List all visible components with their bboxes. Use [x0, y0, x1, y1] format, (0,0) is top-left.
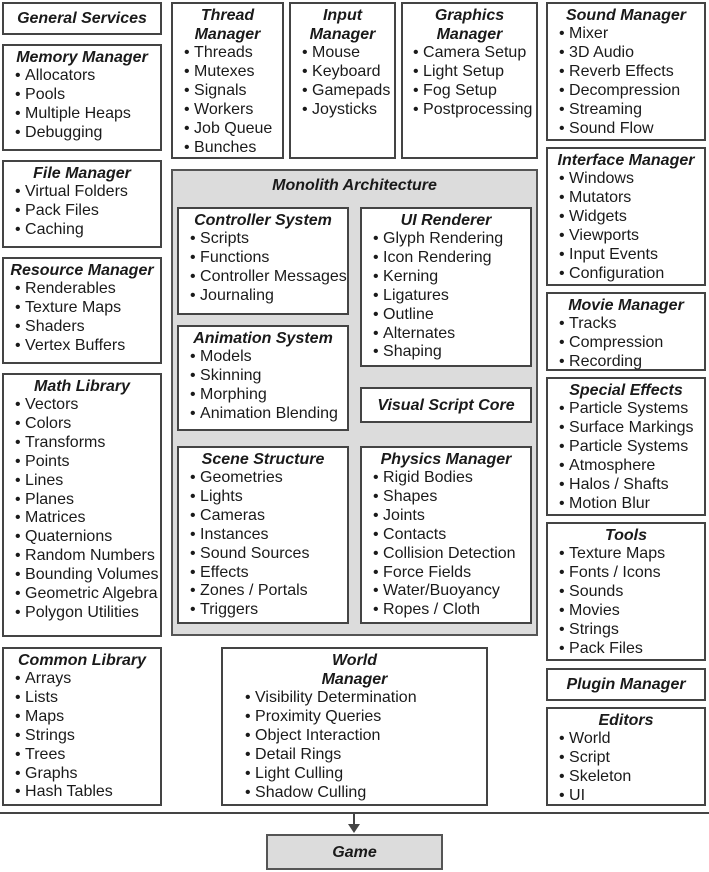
controller-system-list	[179, 230, 347, 306]
list-item: • Hash Tables	[15, 783, 160, 802]
list-item: • Surface Markings	[559, 419, 704, 438]
file-manager-title: File Manager	[33, 165, 131, 182]
scene-structure-box	[177, 446, 349, 624]
list-item: • Triggers	[190, 601, 347, 620]
scene-structure-title: Scene Structure	[201, 451, 325, 468]
list-item: • Transforms	[15, 434, 160, 453]
tools-list	[548, 545, 704, 658]
physics-manager-list	[362, 469, 530, 620]
list-item: • Reverb Effects	[559, 63, 704, 82]
resource-manager-list	[4, 280, 160, 356]
list-item: • Shapes	[373, 488, 530, 507]
list-item: • Mutexes	[184, 63, 282, 82]
physics-manager-box	[360, 446, 532, 624]
list-item: • Zones / Portals	[190, 582, 347, 601]
editors-title: Editors	[598, 712, 654, 729]
list-item: • Shaders	[15, 318, 160, 337]
list-item: • Planes	[15, 491, 160, 510]
list-item: • Force Fields	[373, 564, 530, 583]
editors-list	[548, 730, 704, 806]
list-item: • Quaternions	[15, 528, 160, 547]
list-item: • Glyph Rendering	[373, 230, 530, 249]
list-item: • Ligatures	[373, 287, 530, 306]
world-manager-list	[223, 689, 486, 802]
thread-manager-list	[173, 44, 282, 157]
movie-manager-title: Movie Manager	[568, 297, 684, 314]
list-item: • Texture Maps	[15, 299, 160, 318]
input-manager-title-line1: Input	[322, 7, 363, 24]
input-manager-title-line2: Manager	[309, 26, 376, 43]
list-item: • Tracks	[559, 315, 704, 334]
list-item: • Contacts	[373, 526, 530, 545]
list-item: • Bounding Volumes	[15, 566, 160, 585]
list-item: • Functions	[190, 249, 347, 268]
game-box	[266, 834, 443, 870]
world-manager-box	[221, 647, 488, 806]
special-effects-box	[546, 377, 706, 516]
list-item: • Vertex Buffers	[15, 337, 160, 356]
interface-manager-list	[548, 170, 704, 283]
list-item: • Debugging	[15, 124, 160, 143]
list-item: • Sound Sources	[190, 545, 347, 564]
list-item: • Scripts	[190, 230, 347, 249]
list-item: • Shadow Culling	[245, 784, 486, 803]
math-library-title: Math Library	[33, 378, 130, 395]
list-item: • Water/Buoyancy	[373, 582, 530, 601]
list-item: • Multiple Heaps	[15, 105, 160, 124]
list-item: • Halos / Shafts	[559, 476, 704, 495]
list-item: • Particle Systems	[559, 438, 704, 457]
list-item: • Instances	[190, 526, 347, 545]
list-item: • Light Culling	[245, 765, 486, 784]
graphics-manager-list	[403, 44, 536, 120]
world-manager-title-line1: World	[331, 652, 378, 669]
list-item: • Sounds	[559, 583, 704, 602]
list-item: • Windows	[559, 170, 704, 189]
list-item: • Ropes / Cloth	[373, 601, 530, 620]
movie-manager-box	[546, 292, 706, 371]
thread-manager-box	[171, 2, 284, 159]
thread-manager-title-line1: Thread	[200, 7, 255, 24]
list-item: • Skeleton	[559, 768, 704, 787]
math-library-box	[2, 373, 162, 637]
game-title: Game	[332, 843, 377, 861]
list-item: • Pack Files	[559, 640, 704, 659]
sound-manager-list	[548, 25, 704, 138]
list-item: • Strings	[15, 727, 160, 746]
input-manager-box	[289, 2, 396, 159]
arrow-down-icon	[348, 824, 360, 833]
list-item: • Camera Setup	[413, 44, 536, 63]
list-item: • Vectors	[15, 396, 160, 415]
controller-system-box	[177, 207, 349, 315]
list-item: • Recording	[559, 353, 704, 372]
list-item: • Outline	[373, 306, 530, 325]
plugin-manager-title: Plugin Manager	[566, 676, 686, 693]
visual-script-core-box	[360, 387, 532, 423]
sound-manager-title: Sound Manager	[565, 7, 686, 24]
animation-system-list	[179, 348, 347, 424]
list-item: • Icon Rendering	[373, 249, 530, 268]
list-item: • Particle Systems	[559, 400, 704, 419]
list-item: • Virtual Folders	[15, 183, 160, 202]
list-item: • Signals	[184, 82, 282, 101]
list-item: • Models	[190, 348, 347, 367]
plugin-manager-box	[546, 668, 706, 701]
memory-manager-list	[4, 67, 160, 143]
interface-manager-box	[546, 147, 706, 286]
list-item: • Joints	[373, 507, 530, 526]
list-item: • Atmosphere	[559, 457, 704, 476]
list-item: • Pack Files	[15, 202, 160, 221]
list-item: • Compression	[559, 334, 704, 353]
common-library-list	[4, 670, 160, 802]
list-item: • Proximity Queries	[245, 708, 486, 727]
list-item: • Graphs	[15, 765, 160, 784]
list-item: • Kerning	[373, 268, 530, 287]
graphics-manager-title-line1: Graphics	[434, 7, 505, 24]
list-item: • Postprocessing	[413, 101, 536, 120]
list-item: • World	[559, 730, 704, 749]
visual-script-core-title: Visual Script Core	[377, 396, 515, 414]
list-item: • Movies	[559, 602, 704, 621]
list-item: • Texture Maps	[559, 545, 704, 564]
list-item: • Mutators	[559, 189, 704, 208]
special-effects-list	[548, 400, 704, 513]
thread-manager-title-line2: Manager	[194, 26, 261, 43]
list-item: • Decompression	[559, 82, 704, 101]
list-item: • Mixer	[559, 25, 704, 44]
controller-system-title: Controller System	[194, 212, 332, 229]
list-item: • Polygon Utilities	[15, 604, 160, 623]
list-item: • Shaping	[373, 343, 530, 362]
list-item: • Fonts / Icons	[559, 564, 704, 583]
list-item: • Streaming	[559, 101, 704, 120]
list-item: • Strings	[559, 621, 704, 640]
list-item: • Visibility Determination	[245, 689, 486, 708]
general-services-box	[2, 2, 162, 35]
graphics-manager-title-line2: Manager	[436, 26, 503, 43]
list-item: • Geometric Algebra	[15, 585, 160, 604]
graphics-manager-box	[401, 2, 538, 159]
list-item: • Joysticks	[302, 101, 394, 120]
list-item: • Motion Blur	[559, 495, 704, 514]
tools-box	[546, 522, 706, 661]
list-item: • Object Interaction	[245, 727, 486, 746]
scene-structure-list	[179, 469, 347, 620]
list-item: • Workers	[184, 101, 282, 120]
list-item: • Fog Setup	[413, 82, 536, 101]
resource-manager-title: Resource Manager	[10, 262, 154, 279]
math-library-list	[4, 396, 160, 623]
list-item: • Trees	[15, 746, 160, 765]
special-effects-title: Special Effects	[569, 382, 683, 399]
interface-manager-title: Interface Manager	[557, 152, 695, 169]
input-manager-list	[291, 44, 394, 120]
list-item: • Input Events	[559, 246, 704, 265]
list-item: • Geometries	[190, 469, 347, 488]
list-item: • Allocators	[15, 67, 160, 86]
list-item: • UI	[559, 787, 704, 806]
list-item: • Colors	[15, 415, 160, 434]
list-item: • Lines	[15, 472, 160, 491]
tools-title: Tools	[604, 527, 648, 544]
list-item: • Rigid Bodies	[373, 469, 530, 488]
list-item: • Lists	[15, 689, 160, 708]
list-item: • Caching	[15, 221, 160, 240]
animation-system-box	[177, 325, 349, 431]
world-manager-title-line2: Manager	[321, 671, 388, 688]
memory-manager-box	[2, 44, 162, 151]
list-item: • Detail Rings	[245, 746, 486, 765]
list-item: • Controller Messages	[190, 268, 347, 287]
list-item: • Animation Blending	[190, 405, 347, 424]
common-library-title: Common Library	[17, 652, 146, 669]
list-item: • Cameras	[190, 507, 347, 526]
list-item: • Gamepads	[302, 82, 394, 101]
list-item: • Maps	[15, 708, 160, 727]
list-item: • Skinning	[190, 367, 347, 386]
animation-system-title: Animation System	[193, 330, 333, 347]
movie-manager-list	[548, 315, 704, 372]
list-item: • Morphing	[190, 386, 347, 405]
list-item: • Widgets	[559, 208, 704, 227]
list-item: • Pools	[15, 86, 160, 105]
list-item: • 3D Audio	[559, 44, 704, 63]
ui-renderer-title: UI Renderer	[400, 212, 492, 229]
list-item: • Alternates	[373, 325, 530, 344]
list-item: • Light Setup	[413, 63, 536, 82]
ui-renderer-box	[360, 207, 532, 367]
list-item: • Effects	[190, 564, 347, 583]
list-item: • Bunches	[184, 139, 282, 158]
list-item: • Script	[559, 749, 704, 768]
monolith-architecture-title: Monolith Architecture	[272, 177, 437, 194]
list-item: • Job Queue	[184, 120, 282, 139]
list-item: • Arrays	[15, 670, 160, 689]
file-manager-box	[2, 160, 162, 248]
list-item: • Matrices	[15, 509, 160, 528]
ui-renderer-list	[362, 230, 530, 362]
list-item: • Viewports	[559, 227, 704, 246]
list-item: • Sound Flow	[559, 120, 704, 139]
list-item: • Collision Detection	[373, 545, 530, 564]
list-item: • Journaling	[190, 287, 347, 306]
list-item: • Points	[15, 453, 160, 472]
resource-manager-box	[2, 257, 162, 364]
list-item: • Keyboard	[302, 63, 394, 82]
list-item: • Random Numbers	[15, 547, 160, 566]
editors-box	[546, 707, 706, 806]
list-item: • Lights	[190, 488, 347, 507]
file-manager-list	[4, 183, 160, 240]
sound-manager-box	[546, 2, 706, 141]
list-item: • Mouse	[302, 44, 394, 63]
physics-manager-title: Physics Manager	[380, 451, 512, 468]
list-item: • Threads	[184, 44, 282, 63]
list-item: • Renderables	[15, 280, 160, 299]
memory-manager-title: Memory Manager	[16, 49, 148, 66]
general-services-title: General Services	[17, 10, 147, 27]
list-item: • Configuration	[559, 265, 704, 284]
common-library-box	[2, 647, 162, 806]
